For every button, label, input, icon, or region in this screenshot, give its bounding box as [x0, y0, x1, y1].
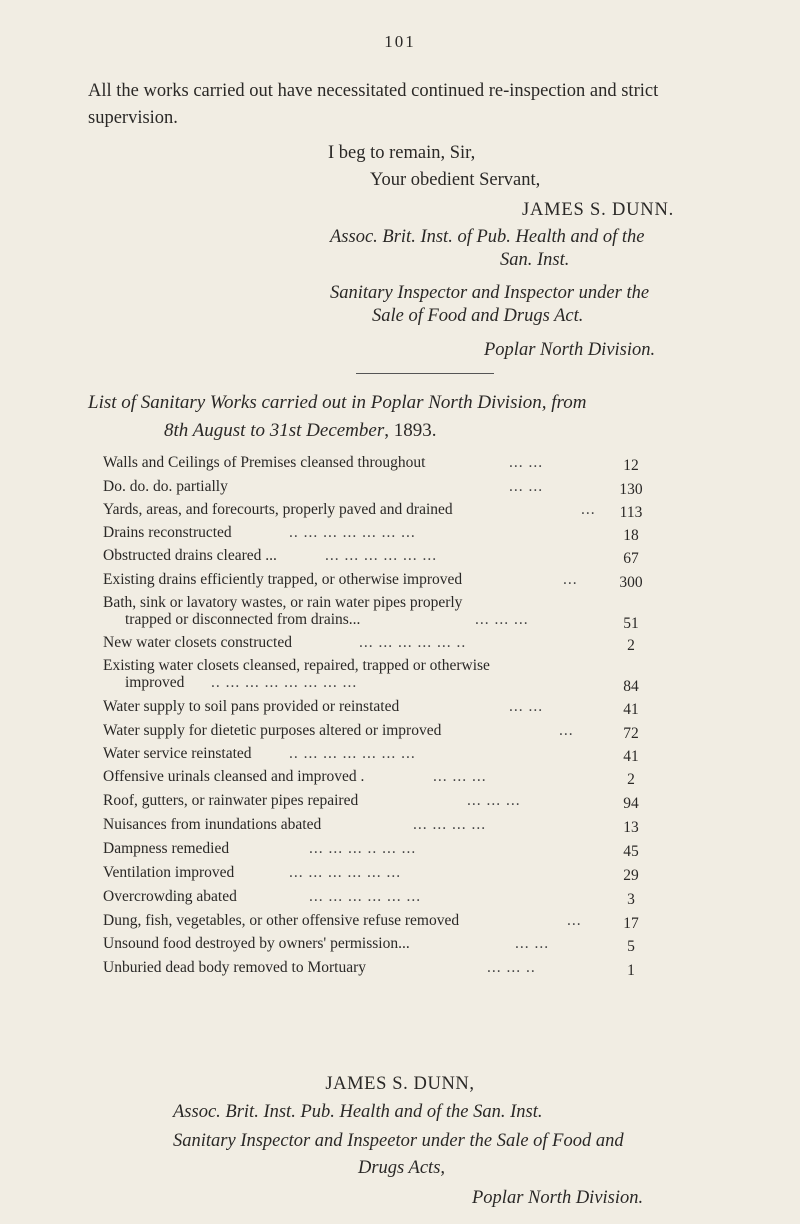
leader-dots: ... ... ... ... ... ...	[309, 888, 422, 905]
work-count: 45	[623, 843, 639, 860]
leader-dots: ... ... ...	[467, 792, 521, 809]
work-label: Water supply for dietetic purposes altered or improved	[103, 722, 442, 739]
work-label: Existing drains efficiently trapped, or otherwise improved	[103, 571, 463, 588]
closing-line: I beg to remain, Sir,	[328, 143, 476, 163]
leader-dots: .. ... ... ... ... ... ... ...	[211, 674, 358, 691]
work-count: 94	[623, 795, 639, 812]
signature-division: Poplar North Division.	[472, 1188, 644, 1208]
leader-dots: ... ...	[509, 454, 544, 471]
work-label: Water supply to soil pans provided or reinstated	[103, 698, 400, 715]
work-count: 1	[627, 962, 635, 979]
work-label: Existing water closets cleansed, repaired, trapped or otherwise	[103, 657, 490, 674]
work-label: Ventilation improved	[103, 864, 235, 881]
work-label-continued: trapped or disconnected from drains...	[125, 611, 361, 628]
leader-dots: ... ... ...	[475, 611, 529, 628]
list-heading-dates	[164, 420, 437, 442]
work-label: Nuisances from inundations abated	[103, 816, 322, 833]
work-label: Dampness remedied	[103, 840, 230, 857]
signature-name: JAMES S. DUNN,	[325, 1074, 475, 1094]
credential-line: Assoc. Brit. Inst. of Pub. Health and of the	[330, 227, 645, 247]
work-label: Offensive urinals cleansed and improved .	[103, 768, 365, 785]
work-count: 12	[623, 457, 639, 474]
work-count: 72	[623, 725, 639, 742]
leader-dots: ... ... ... ... ... ...	[325, 547, 438, 564]
signature-line: Drugs Acts,	[358, 1158, 446, 1178]
intro-paragraph: All the works carried out have necessitated continued re-inspection and strict supervision.	[88, 81, 659, 128]
list-heading-dates-italic: 8th August to 31st December	[164, 420, 385, 441]
work-count: 113	[619, 504, 643, 521]
credential-line: San. Inst.	[500, 250, 570, 270]
work-label: Obstructed drains cleared ...	[103, 547, 277, 564]
leader-dots: ... ... ..	[487, 959, 536, 976]
work-label: Unburied dead body removed to Mortuary	[103, 959, 367, 976]
leader-dots: ... ... ... ... ... ...	[289, 864, 402, 881]
work-label-continued: improved	[125, 674, 185, 691]
leader-dots: ... ... ... .. ... ...	[309, 840, 417, 857]
work-label: Unsound food destroyed by owners' permission...	[103, 935, 410, 952]
page-number: 101	[384, 32, 416, 51]
work-count: 18	[623, 527, 639, 544]
work-count: 17	[623, 915, 639, 932]
leader-dots: ... ... ... ... ... ..	[359, 634, 467, 651]
work-label: Roof, gutters, or rainwater pipes repaired	[103, 792, 359, 809]
signature-line: Assoc. Brit. Inst. Pub. Health and of the San. Inst.	[173, 1102, 543, 1122]
work-label: New water closets constructed	[103, 634, 292, 651]
work-label: Dung, fish, vegetables, or other offensive refuse removed	[103, 912, 460, 929]
work-label: Walls and Ceilings of Premises cleansed throughout	[103, 454, 426, 471]
work-count: 5	[627, 938, 635, 955]
work-label: Bath, sink or lavatory wastes, or rain water pipes properly	[103, 594, 463, 611]
work-count: 29	[623, 867, 639, 884]
list-heading-year: , 1893.	[384, 420, 437, 441]
work-count: 67	[623, 550, 639, 567]
leader-dots: ... ... ...	[433, 768, 487, 785]
leader-dots: .. ... ... ... ... ... ...	[289, 745, 416, 762]
leader-dots: ... ... ... ...	[413, 816, 487, 833]
work-count: 2	[627, 771, 635, 788]
work-count: 41	[623, 748, 639, 765]
leader-dots: ...	[559, 722, 574, 739]
leader-dots: ... ...	[509, 478, 544, 495]
work-count: 130	[619, 481, 643, 498]
work-count: 2	[627, 637, 635, 654]
work-count: 41	[623, 701, 639, 718]
signature-line: Sanitary Inspector and Inspeetor under the Sale of Food and	[173, 1131, 624, 1151]
work-label: Overcrowding abated	[103, 888, 237, 905]
work-count: 3	[627, 891, 635, 908]
work-count: 300	[619, 574, 643, 591]
credential-line: Sale of Food and Drugs Act.	[372, 306, 584, 326]
list-heading: List of Sanitary Works carried out in Poplar North Division, from	[88, 392, 587, 413]
leader-dots: .. ... ... ... ... ... ...	[289, 524, 416, 541]
work-count: 84	[623, 678, 639, 695]
leader-dots: ...	[581, 501, 596, 518]
closing-line: Your obedient Servant,	[370, 170, 541, 190]
work-label: Water service reinstated	[103, 745, 252, 762]
leader-dots: ... ...	[515, 935, 550, 952]
work-count: 51	[623, 615, 639, 632]
author-name: JAMES S. DUNN.	[522, 200, 675, 220]
work-count: 13	[623, 819, 639, 836]
leader-dots: ... ...	[509, 698, 544, 715]
leader-dots: ...	[567, 912, 582, 929]
credential-line: Sanitary Inspector and Inspector under the	[330, 283, 650, 303]
work-label: Drains reconstructed	[103, 524, 232, 541]
work-label: Yards, areas, and forecourts, properly paved and drained	[103, 501, 453, 518]
work-label: Do. do. do. partially	[103, 478, 228, 495]
section-divider	[356, 373, 494, 374]
leader-dots: ...	[563, 571, 578, 588]
division-line: Poplar North Division.	[484, 340, 656, 360]
